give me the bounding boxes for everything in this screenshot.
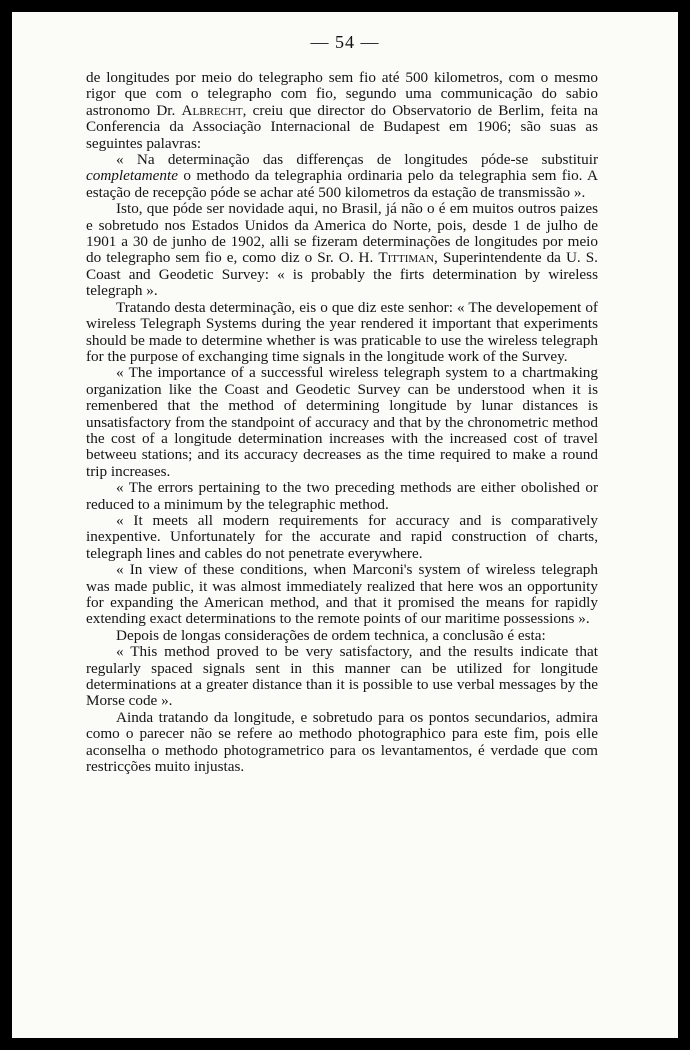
paragraph [86, 300, 598, 366]
paragraph [86, 644, 598, 710]
document-page [12, 12, 678, 1038]
text-run: , creiu que director do Observatorio de Berlim, feita na Conferencia da Associação Internacional de Budapest em 1906; são suas as seguintes palavras: [86, 101, 599, 152]
page-number: — 54 — [310, 32, 380, 52]
paragraph [86, 628, 598, 644]
text-run: o methodo da telegraphia ordinaria pelo da telegraphia sem fio. A estação de recepção póde se achar até 500 kilometros da estação de transmissão ». [86, 167, 598, 201]
paragraph [86, 70, 598, 152]
paragraph [86, 201, 598, 299]
paragraph [86, 562, 598, 628]
text-run: Isto, que póde ser novidade aqui, no Brasil, já não o é em muitos outros paizes e sobretudo nos Estados Unidos da America do Norte, pois, desde 1 de julho de 1901 a 30 de junho de 1902, alli se fizeram determinações de longitudes por meio do telegrapho sem fio e, como diz o Sr. O. H. [86, 200, 598, 267]
text-run: « This method proved to be very satisfactory, and the results indicate that regularly spaced signals sent in this manner can be utilized for longitude determinations at a greater distance than it is possible to use verbal messages by the Morse code ». [86, 643, 598, 710]
text-run: Depois de longas considerações de ordem technica, a conclusão é esta: [116, 626, 546, 644]
paragraph [86, 513, 598, 562]
paragraph [86, 365, 598, 480]
text-run: Ainda tratando da longitude, e sobretudo para os pontos secundarios, admira como o parecer não se refere ao methodo photographico para este fim, pois elle aconselha o methodo photogrametrico para os levantamentos, é verdade que com restricções muito injustas. [86, 708, 598, 776]
text-run: « Na determinação das differenças de longitudes póde-se substituir [116, 151, 598, 169]
paragraph [86, 152, 598, 201]
proper-name: Tittiman [378, 249, 435, 267]
text-run: « The errors pertaining to the two preceding methods are either obolished or reduced to a minimum by the telegraphic method. [86, 479, 598, 513]
text-run: de longitudes por meio do telegrapho sem fio até 500 kilometros, com o mesmo rigor que com o telegrapho com fio, segundo uma communicação do sabio astronomo Dr. [86, 69, 598, 119]
text-run: « In view of these conditions, when Marconi's system of wireless telegraph was made public, it was almost immediately realized that here wos an opportunity for expanding the American method, and that it promised the means for rapidly extending exact determinations to the remote points of our maritime possessions ». [86, 561, 598, 628]
text-run: « The importance of a successful wireless telegraph system to a chartmaking organization like the Coast and Geodetic Survey can be understood when it is remenbered that the method of determining longitude by lunar distances is unsatisfactory from the standpoint of accuracy and that by the chronometric method the cost of a longitude determination increases with the increased cost of travel betweeu stations; and its accuracy decreases as the time required to make a round trip increases. [86, 364, 598, 480]
text-run: , Superintendente da U. S. Coast and Geodetic Survey: « is probably the firts determination by wireless telegraph ». [86, 249, 598, 300]
proper-name: Albrecht [181, 101, 243, 119]
text-run: Tratando desta determinação, eis o que diz este senhor: « The developement of wireless Telegraph Systems during the year rendered it important that experiments should be made to determine whether is was praticable to use the wireless telegraph for the purpose of exchanging time signals in the longitude work of the Survey. [86, 298, 598, 365]
paragraph [86, 480, 598, 513]
text-run: « It meets all modern requirements for accuracy and is comparatively inexpentive. Unfortunately for the accurate and rapid construction of charts, telegraph lines and cables do not penetrate everywhere. [86, 511, 598, 562]
emphasis-text: completamente [86, 167, 178, 185]
paragraph [86, 710, 598, 776]
body-text [86, 70, 598, 775]
